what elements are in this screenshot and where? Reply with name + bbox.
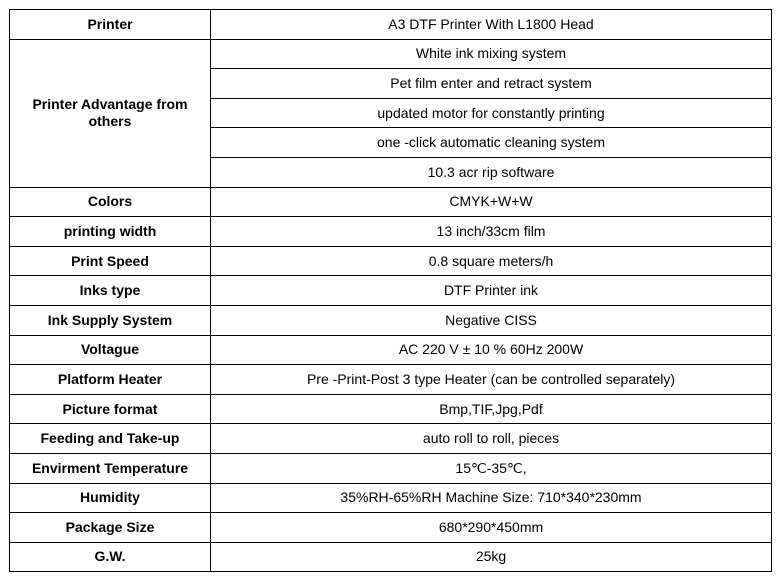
spec-label: Inks type — [10, 276, 211, 306]
table-row — [10, 453, 772, 483]
spec-table — [9, 9, 772, 572]
spec-label: Envirment Temperature — [10, 453, 211, 483]
spec-value: 25kg — [211, 542, 772, 572]
spec-label: Print Speed — [10, 246, 211, 276]
spec-value: 10.3 acr rip software — [211, 157, 772, 187]
spec-value: White ink mixing system — [211, 39, 772, 69]
table-row — [10, 305, 772, 335]
spec-value: Negative CISS — [211, 305, 772, 335]
spec-label: Printer Advantage from others — [10, 39, 211, 187]
table-row — [10, 10, 772, 40]
spec-label: Printer — [10, 10, 211, 40]
spec-value: 13 inch/33cm film — [211, 217, 772, 247]
spec-label: Ink Supply System — [10, 305, 211, 335]
table-row — [10, 217, 772, 247]
spec-value: Pet film enter and retract system — [211, 69, 772, 99]
spec-label: Humidity — [10, 483, 211, 513]
spec-label: G.W. — [10, 542, 211, 572]
spec-value: Bmp,TIF,Jpg,Pdf — [211, 394, 772, 424]
table-row — [10, 394, 772, 424]
table-row — [10, 276, 772, 306]
table-row — [10, 542, 772, 572]
spec-value: updated motor for constantly printing — [211, 98, 772, 128]
spec-value: 0.8 square meters/h — [211, 246, 772, 276]
table-row — [10, 483, 772, 513]
spec-value: 15℃-35℃, — [211, 453, 772, 483]
spec-value: CMYK+W+W — [211, 187, 772, 217]
spec-label: Feeding and Take-up — [10, 424, 211, 454]
spec-value: Pre -Print-Post 3 type Heater (can be controlled separately) — [211, 365, 772, 395]
table-row — [10, 424, 772, 454]
spec-value: auto roll to roll, pieces — [211, 424, 772, 454]
table-row — [10, 39, 772, 69]
spec-label: Platform Heater — [10, 365, 211, 395]
table-row — [10, 513, 772, 543]
spec-label: Package Size — [10, 513, 211, 543]
spec-value: A3 DTF Printer With L1800 Head — [211, 10, 772, 40]
table-row — [10, 365, 772, 395]
spec-value: AC 220 V ± 10 % 60Hz 200W — [211, 335, 772, 365]
table-row — [10, 187, 772, 217]
spec-value: 35%RH-65%RH Machine Size: 710*340*230mm — [211, 483, 772, 513]
table-row — [10, 246, 772, 276]
spec-value: one -click automatic cleaning system — [211, 128, 772, 158]
spec-label: Colors — [10, 187, 211, 217]
spec-label: Picture format — [10, 394, 211, 424]
spec-value: 680*290*450mm — [211, 513, 772, 543]
spec-value: DTF Printer ink — [211, 276, 772, 306]
spec-label: printing width — [10, 217, 211, 247]
table-row — [10, 335, 772, 365]
spec-label: Voltague — [10, 335, 211, 365]
